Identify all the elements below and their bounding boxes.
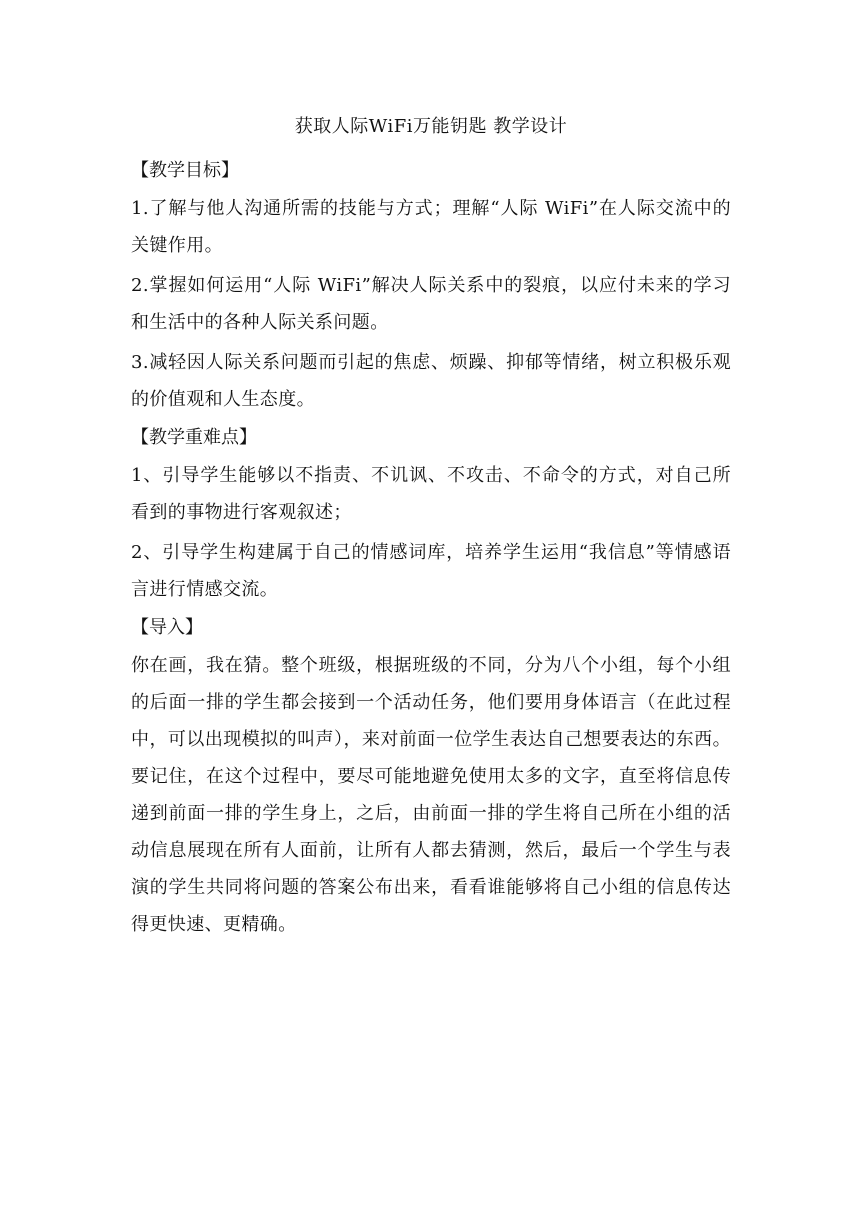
objective-item-3: 3.减轻因人际关系问题而引起的焦虑、烦躁、抑郁等情绪，树立积极乐观的价值观和人生态度。 (131, 352, 731, 410)
key-point-item-2: 2、引导学生构建属于自己的情感词库，培养学生运用“我信息”等情感语言进行情感交流。 (131, 542, 731, 600)
objective-item-1: 1.了解与他人沟通所需的技能与方式；理解“人际 WiFi”在人际交流中的关键作用。 (131, 198, 731, 256)
document-page (131, 112, 731, 946)
introduction-body: 你在画，我在猜。整个班级，根据班级的不同，分为八个小组，每个小组的后面一排的学生都会接到一个活动任务，他们要用身体语言（在此过程中，可以出现模拟的叫声），来对前面一位学生表达自己想要表达的东西。要记住，在这个过程中，要尽可能地避免使用太多的文字，直至将信息传递到前面一排的学生身上，之后，由前面一排的学生将自己所在小组的活动信息展现在所有人面前，让所有人都去猜测，然后，最后一个学生与表演的学生共同将问题的答案公布出来，看看谁能够将自己小组的信息传达得更快速、更精确。 (131, 655, 731, 935)
section-heading-introduction: 【导入】 (131, 617, 203, 638)
section-heading-objectives: 【教学目标】 (131, 160, 239, 181)
objective-item-2: 2.掌握如何运用“人际 WiFi”解决人际关系中的裂痕，以应付未来的学习和生活中的各种人际关系问题。 (131, 275, 731, 333)
document-title: 获取人际WiFi万能钥匙 教学设计 (294, 116, 568, 137)
key-point-item-1: 1、引导学生能够以不指责、不讥讽、不攻击、不命令的方式，对自己所看到的事物进行客观叙述； (131, 465, 731, 523)
section-heading-key-points: 【教学重难点】 (131, 427, 257, 448)
